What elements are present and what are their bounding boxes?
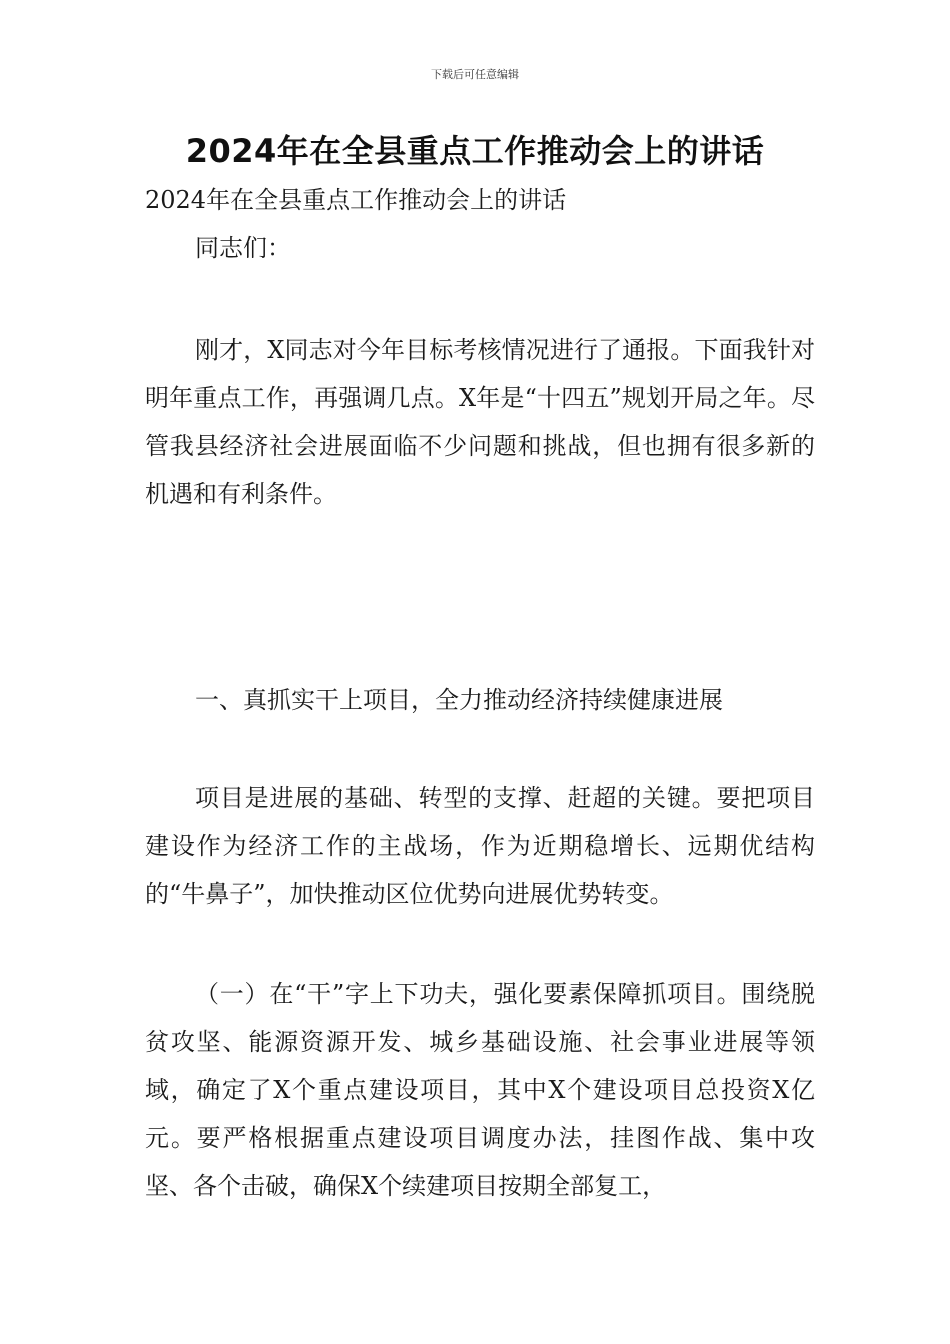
section-heading-1: 一、真抓实干上项目，全力推动经济持续健康进展 — [195, 686, 723, 714]
paragraph-intro: 刚才，X同志对今年目标考核情况进行了通报。下面我针对明年重点工作，再强调几点。X年是“十四五”规划开局之年。尽管我县经济社会进展面临不少问题和挑战，但也拥有很多新的机遇和有利条件。 — [145, 336, 815, 508]
paragraph-projects: 项目是进展的基础、转型的支撑、赶超的关键。要把项目建设作为经济工作的主战场，作为近期稳增长、远期优结构的“牛鼻子”，加快推动区位优势向进展优势转变。 — [145, 784, 815, 908]
document-subtitle: 2024年在全县重点工作推动会上的讲话 — [145, 186, 567, 214]
salutation: 同志们： — [195, 234, 291, 262]
paragraph-subsection-1: （一）在“干”字上下功夫，强化要素保障抓项目。围绕脱贫攻坚、能源资源开发、城乡基础设施、社会事业进展等领域，确定了X个重点建设项目，其中X个建设项目总投资X亿元。要严格根据重点建设项目调度办法，挂图作战、集中攻坚、各个击破，确保X个续建项目按期全部复工， — [145, 980, 815, 1200]
document-title: 2024年在全县重点工作推动会上的讲话 — [185, 132, 765, 170]
header-note: 下载后可任意编辑 — [431, 68, 519, 81]
